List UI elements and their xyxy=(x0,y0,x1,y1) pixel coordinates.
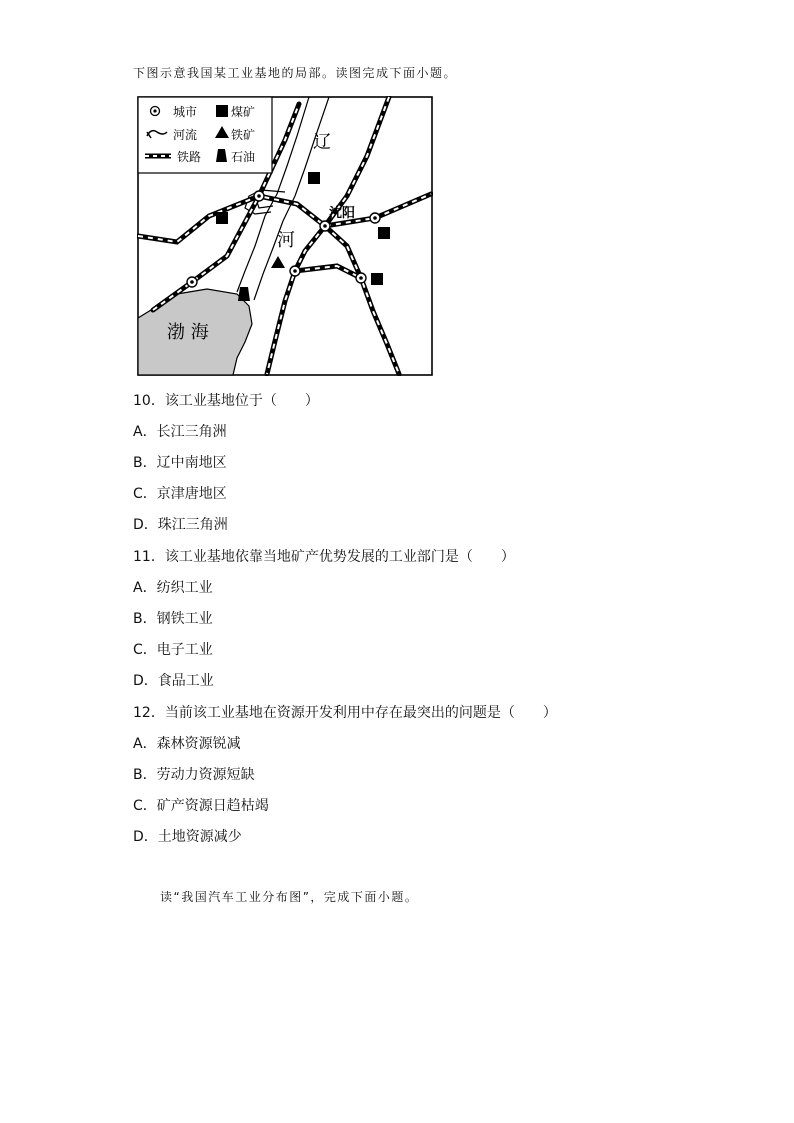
question-12-option-c: C．矿产资源日趋枯竭 xyxy=(133,798,269,814)
legend-coal-label: 煤矿 xyxy=(231,105,256,119)
question-12-option-d: D．土地资源减少 xyxy=(133,829,242,845)
coal-marker xyxy=(371,273,383,285)
question-10-option-c: C．京津唐地区 xyxy=(133,486,227,502)
legend-city-label: 城市 xyxy=(173,105,198,119)
question-12-stem: 12．当前该工业基地在资源开发利用中存在最突出的问题是（ ） xyxy=(133,705,557,721)
map-label-liao: 辽 xyxy=(313,132,331,153)
intro-text-2: 读“我国汽车工业分布图”，完成下面小题。 xyxy=(160,890,419,904)
legend-river-label: 河流 xyxy=(173,128,198,142)
map-label-shenyang: 沈阳 xyxy=(329,206,356,221)
intro-text: 下图示意我国某工业基地的局部。读图完成下面小题。 xyxy=(133,66,458,80)
map-label-bohai: 渤 海 xyxy=(167,322,209,343)
coal-marker xyxy=(378,227,390,239)
question-10-option-d: D．珠江三角洲 xyxy=(133,517,228,533)
industrial-base-map xyxy=(137,96,433,376)
legend-oil-label: 石油 xyxy=(231,150,256,164)
question-10-option-b: B．辽中南地区 xyxy=(133,455,227,471)
legend xyxy=(138,97,272,173)
coal-marker xyxy=(308,172,320,184)
legend-iron-label: 铁矿 xyxy=(231,128,256,142)
question-11-option-c: C．电子工业 xyxy=(133,642,213,658)
question-12-option-a: A．森林资源锐减 xyxy=(133,736,241,752)
question-11-option-b: B．钢铁工业 xyxy=(133,611,213,627)
question-11-option-a: A．纺织工业 xyxy=(133,580,213,596)
legend-railway-label: 铁路 xyxy=(177,150,202,164)
question-11-option-d: D．食品工业 xyxy=(133,673,214,689)
question-10-stem: 10．该工业基地位于（ ） xyxy=(133,393,319,409)
question-11-stem: 11．该工业基地依靠当地矿产优势发展的工业部门是（ ） xyxy=(133,549,515,565)
coal-marker xyxy=(216,212,228,224)
question-10-option-a: A．长江三角洲 xyxy=(133,424,227,440)
question-12-option-b: B．劳动力资源短缺 xyxy=(133,767,255,783)
oil-marker xyxy=(238,287,250,301)
map-label-he: 河 xyxy=(277,230,295,251)
